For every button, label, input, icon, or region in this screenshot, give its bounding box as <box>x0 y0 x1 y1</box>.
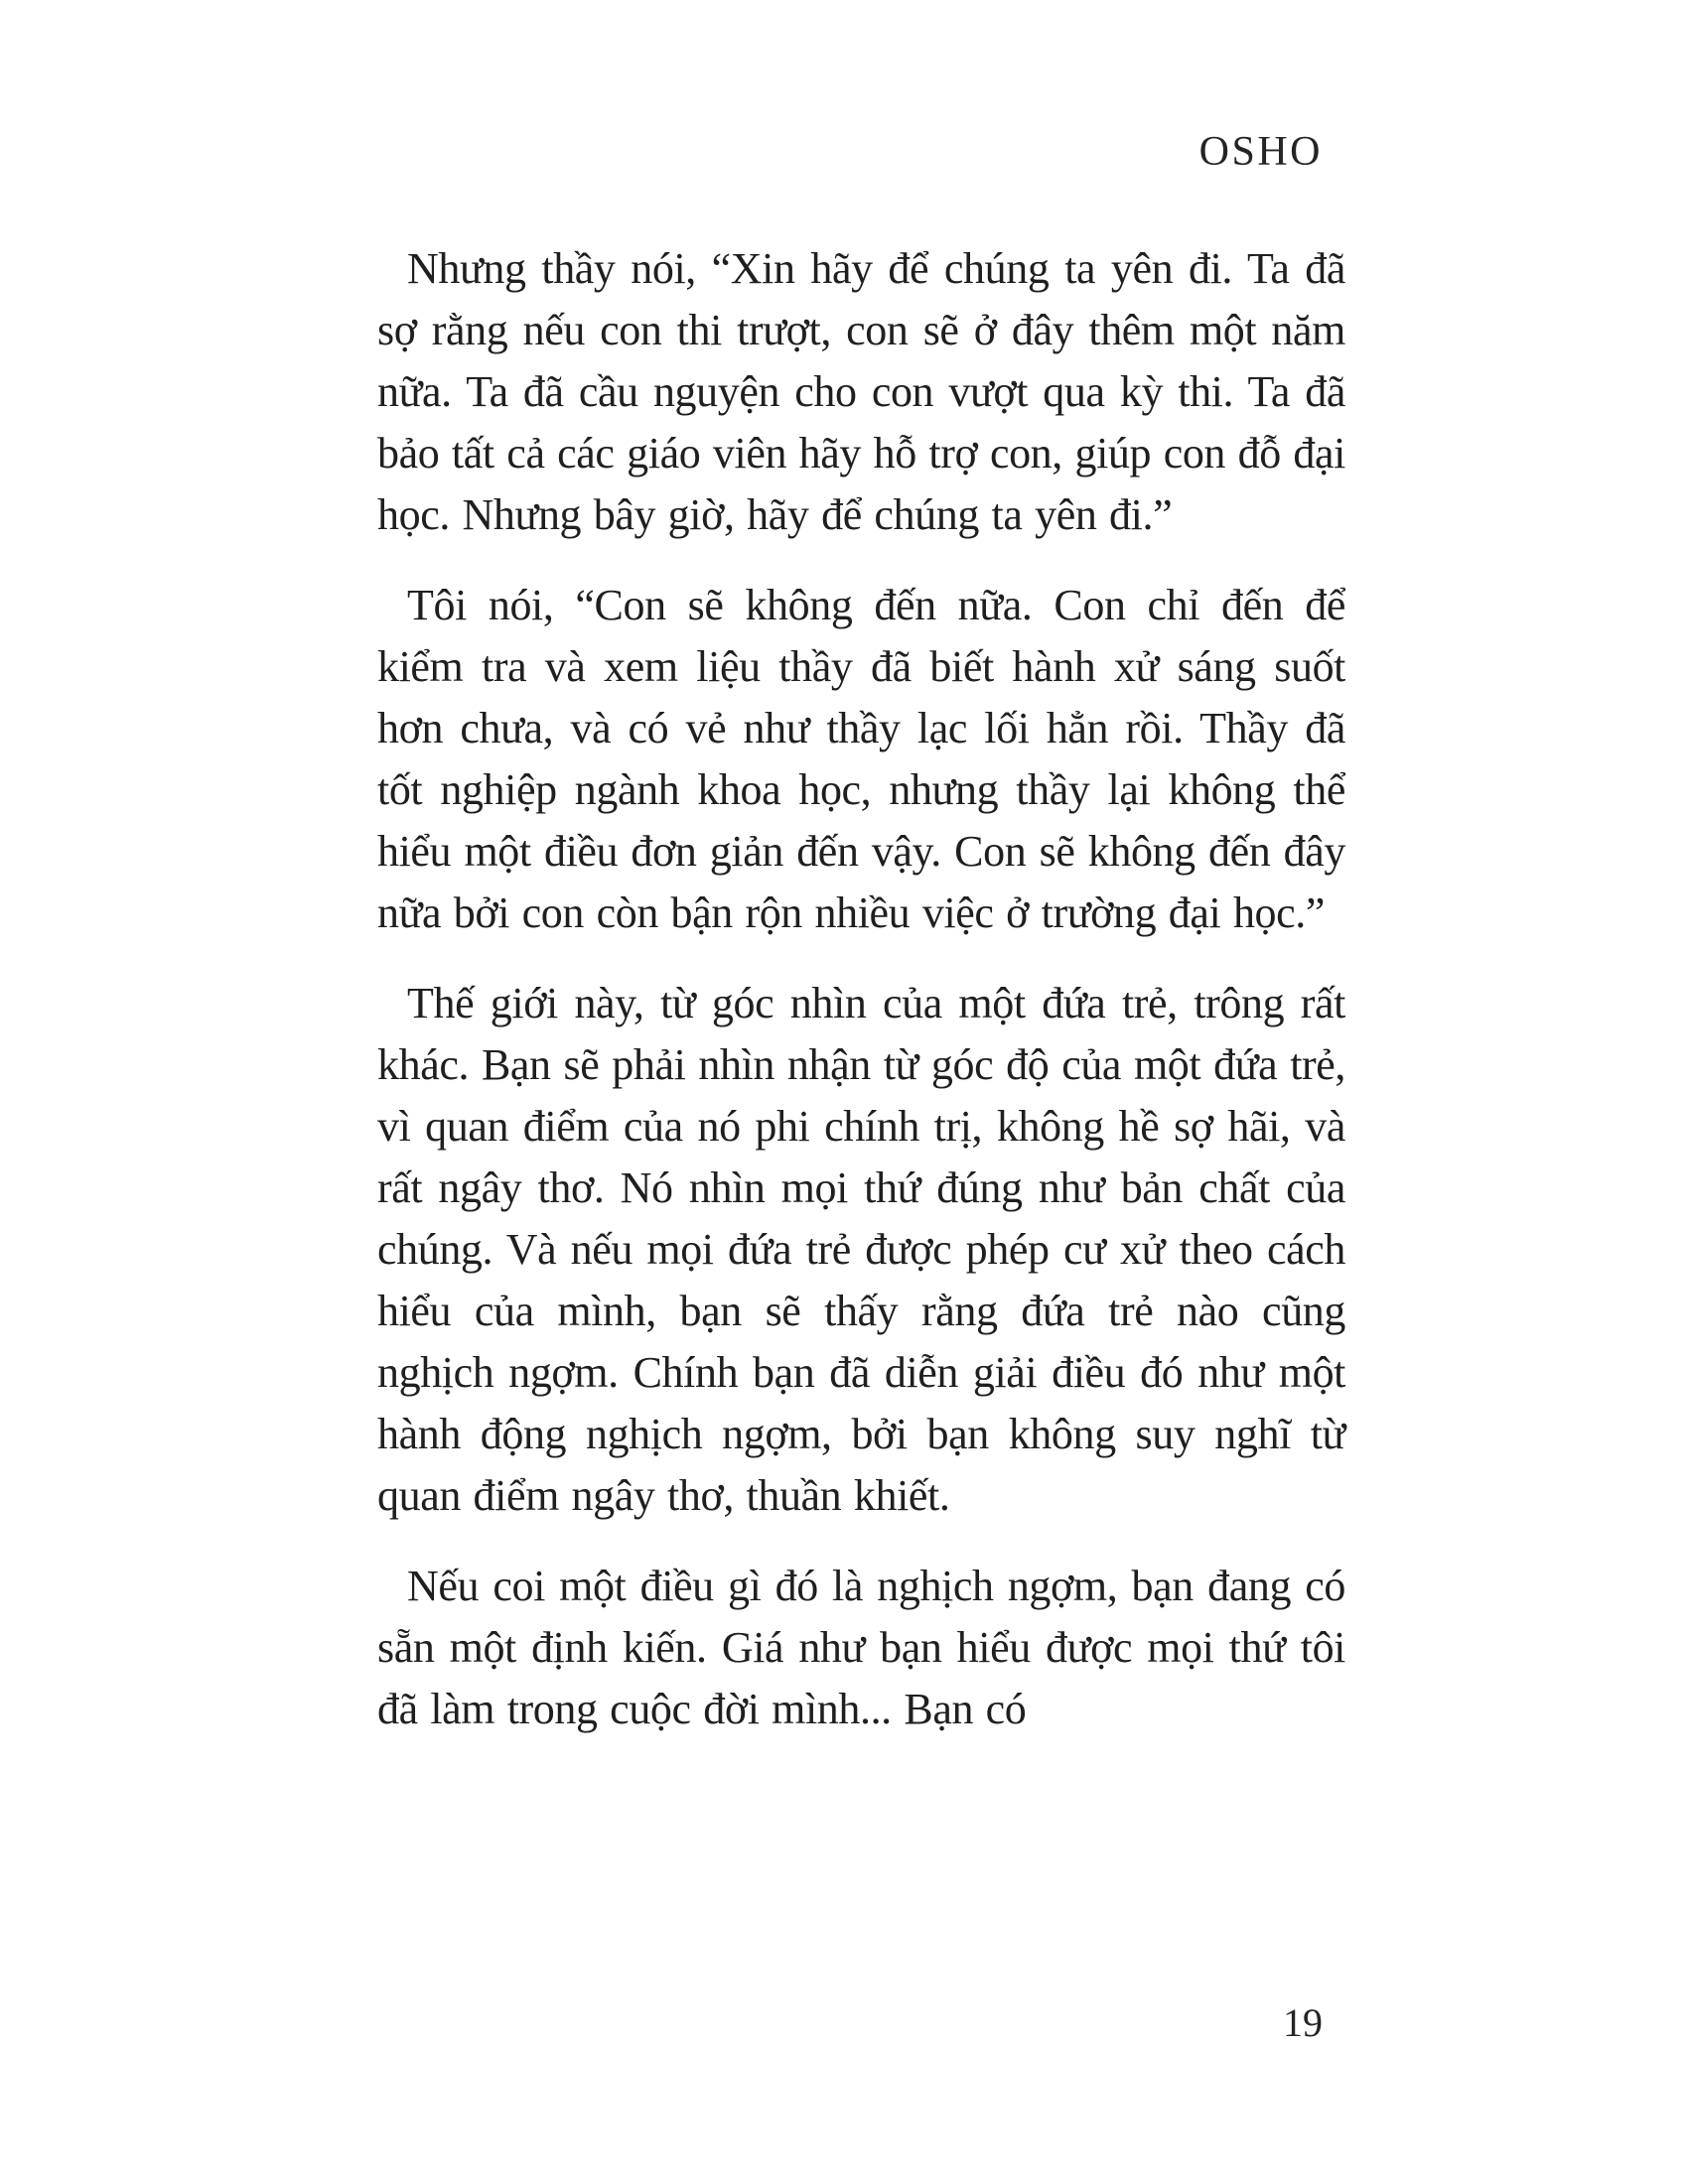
paragraph-4: Nếu coi một điều gì đó là nghịch ngợm, bạn đang có sẵn một định kiến. Giá như bạn hiểu được mọi thứ tôi đã làm trong cuộc đời mình... Bạn có <box>377 1562 1345 1733</box>
body-text <box>377 238 1345 1769</box>
paragraph-2: Tôi nói, “Con sẽ không đến nữa. Con chỉ đến để kiểm tra và xem liệu thầy đã biết hành xử sáng suốt hơn chưa, và có vẻ như thầy lạc lối hẳn rồi. Thầy đã tốt nghiệp ngành khoa học, nhưng thầy lại không thể hiểu một điều đơn giản đến vậy. Con sẽ không đến đây nữa bởi con còn bận rộn nhiều việc ở trường đại học.” <box>377 581 1345 937</box>
paragraph-3: Thế giới này, từ góc nhìn của một đứa trẻ, trông rất khác. Bạn sẽ phải nhìn nhận từ góc độ của một đứa trẻ, vì quan điểm của nó phi chính trị, không hề sợ hãi, và rất ngây thơ. Nó nhìn mọi thứ đúng như bản chất của chúng. Và nếu mọi đứa trẻ được phép cư xử theo cách hiểu của mình, bạn sẽ thấy rằng đứa trẻ nào cũng nghịch ngợm. Chính bạn đã diễn giải điều đó như một hành động nghịch ngợm, bởi bạn không suy nghĩ từ quan điểm ngây thơ, thuần khiết. <box>377 979 1345 1520</box>
running-title: OSHO <box>1198 129 1323 175</box>
running-header <box>377 131 1323 173</box>
paragraph-1: Nhưng thầy nói, “Xin hãy để chúng ta yên đi. Ta đã sợ rằng nếu con thi trượt, con sẽ ở đây thêm một năm nữa. Ta đã cầu nguyện cho con vượt qua kỳ thi. Ta đã bảo tất cả các giáo viên hãy hỗ trợ con, giúp con đỗ đại học. Nhưng bây giờ, hãy để chúng ta yên đi.” <box>377 244 1345 539</box>
page-footer <box>377 2000 1323 2045</box>
page-number: 19 <box>1283 2000 1323 2045</box>
